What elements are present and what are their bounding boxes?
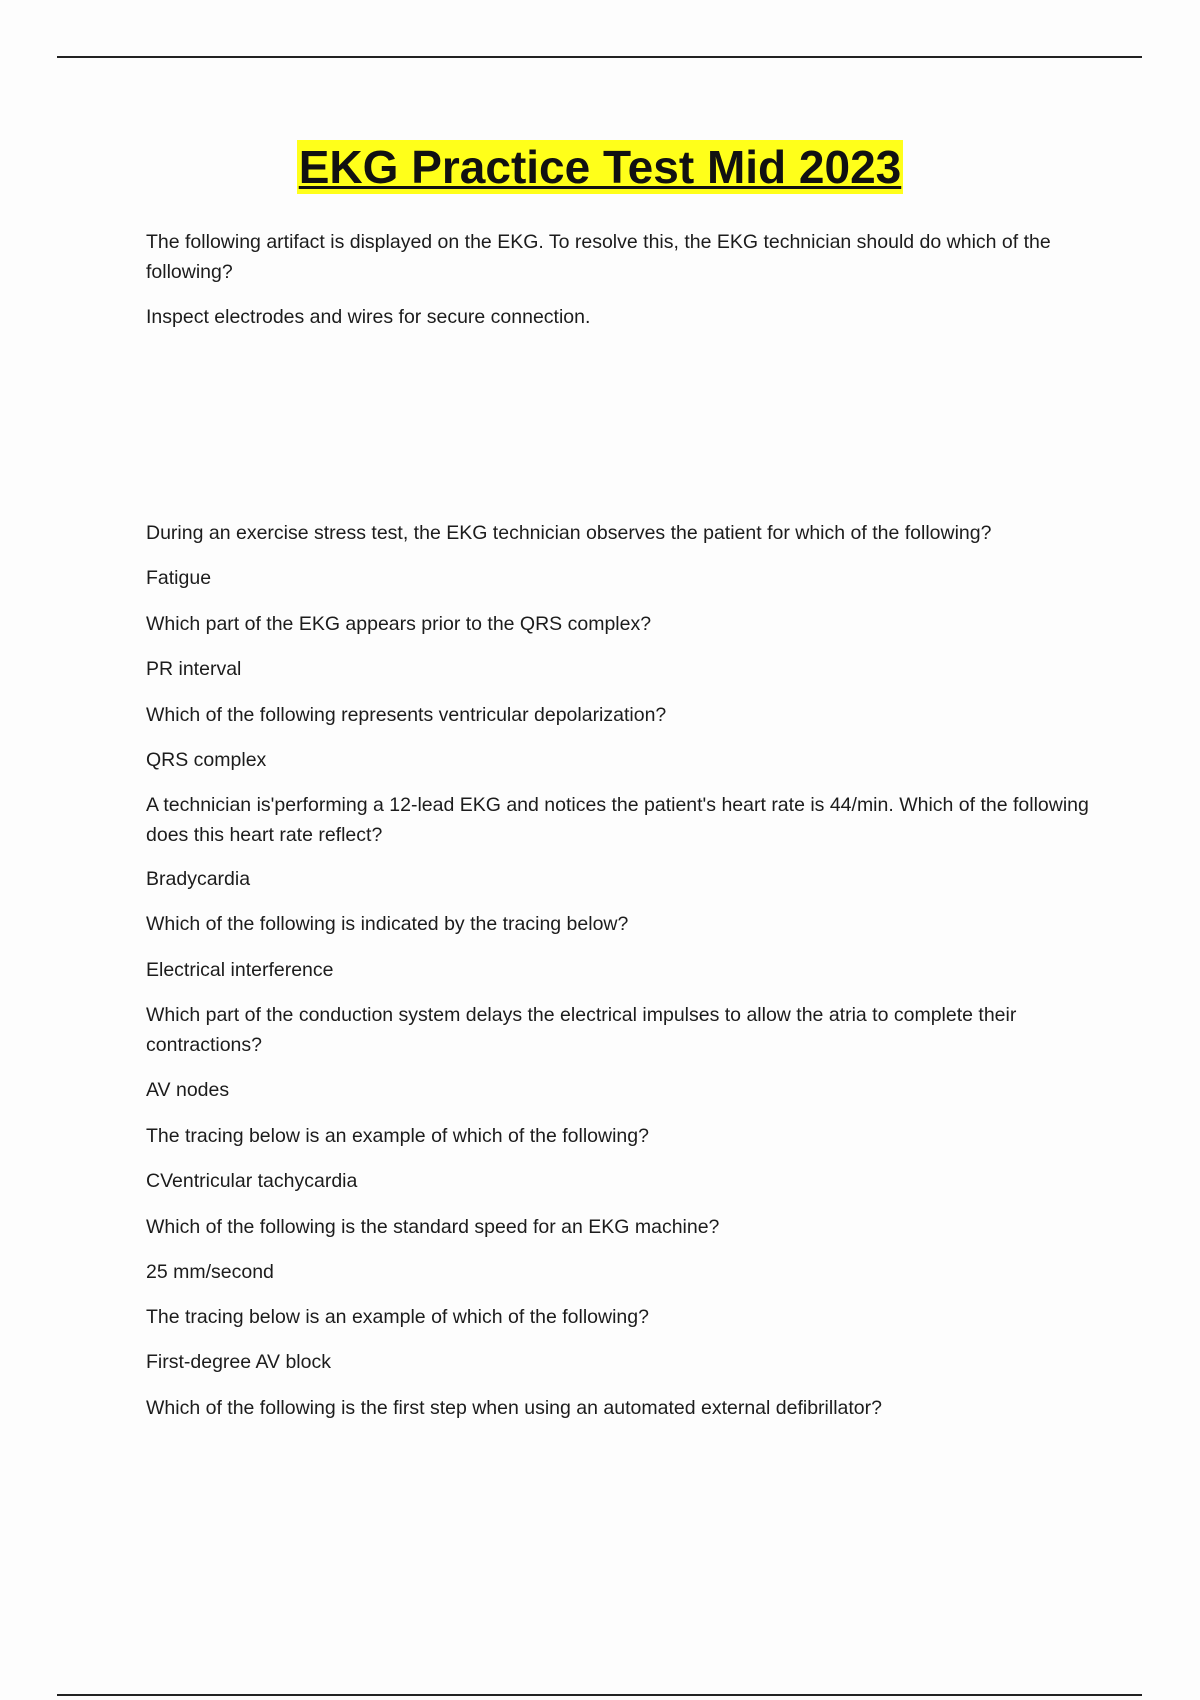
bottom-rule <box>57 1694 1142 1696</box>
question-7: Which part of the conduction system delays the electrical impulses to allow the atria to complete their contractions? <box>146 1004 1017 1056</box>
answer-1: Inspect electrodes and wires for secure connection. <box>146 306 591 328</box>
question-4: Which of the following represents ventricular depolarization? <box>146 704 667 726</box>
answer-4: QRS complex <box>146 749 267 771</box>
question-3: Which part of the EKG appears prior to the QRS complex? <box>146 613 652 635</box>
answer-5: Bradycardia <box>146 868 251 890</box>
answer-8: CVentricular tachycardia <box>146 1170 358 1192</box>
top-rule <box>57 56 1142 58</box>
question-11: Which of the following is the first step when using an automated external defibrillator? <box>146 1397 882 1419</box>
question-1: The following artifact is displayed on the EKG. To resolve this, the EKG technician should do which of the following? <box>146 231 1051 283</box>
title-container <box>0 140 1200 194</box>
answer-9: 25 mm/second <box>146 1261 274 1283</box>
answer-7: AV nodes <box>146 1079 230 1101</box>
question-10: The tracing below is an example of which of the following? <box>146 1306 649 1328</box>
answer-3: PR interval <box>146 658 242 680</box>
answer-2: Fatigue <box>146 567 212 589</box>
question-8: The tracing below is an example of which of the following? <box>146 1125 649 1147</box>
question-5: A technician is'performing a 12-lead EKG and notices the patient's heart rate is 44/min. Which of the following does this heart rate reflect? <box>146 794 1089 846</box>
question-6: Which of the following is indicated by the tracing below? <box>146 913 629 935</box>
answer-10: First-degree AV block <box>146 1351 331 1373</box>
answer-6: Electrical interference <box>146 959 334 981</box>
page-title: EKG Practice Test Mid 2023 <box>298 141 902 193</box>
question-9: Which of the following is the standard speed for an EKG machine? <box>146 1216 720 1238</box>
question-2: During an exercise stress test, the EKG technician observes the patient for which of the following? <box>146 522 992 544</box>
